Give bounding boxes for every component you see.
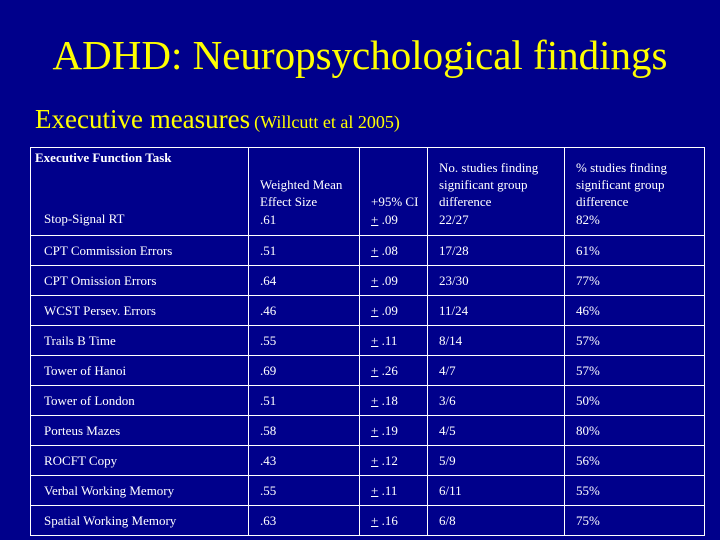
studies-cell	[428, 356, 565, 386]
studies-cell	[428, 266, 565, 296]
table-row	[31, 446, 705, 476]
effect-cell	[249, 386, 360, 416]
studies-count: 22/27	[439, 212, 469, 227]
citation: (Willcutt et al 2005)	[254, 112, 400, 132]
effect-size: .55	[260, 332, 277, 348]
studies-cell	[428, 446, 565, 476]
effect-size: .51	[260, 392, 277, 408]
studies-percent: 57%	[576, 332, 600, 348]
studies-percent: 56%	[576, 452, 600, 468]
studies-count: 6/11	[439, 482, 462, 498]
ci-cell	[360, 416, 428, 446]
effect-size: .63	[260, 512, 277, 528]
task-cell	[31, 356, 249, 386]
table-row	[31, 416, 705, 446]
effect-cell	[249, 296, 360, 326]
ci-cell	[360, 326, 428, 356]
effect-size: .61	[260, 212, 277, 227]
table-row	[31, 296, 705, 326]
studies-cell	[428, 416, 565, 446]
percent-cell	[565, 506, 705, 536]
percent-cell	[565, 476, 705, 506]
plus-minus-symbol: +	[371, 272, 379, 288]
studies-cell	[428, 476, 565, 506]
plus-minus-symbol: +	[371, 362, 379, 378]
studies-percent: 61%	[576, 242, 600, 258]
percent-cell	[565, 386, 705, 416]
effect-size: .43	[260, 452, 277, 468]
effect-size: .69	[260, 362, 277, 378]
studies-count: 6/8	[439, 512, 456, 528]
ci-value: .11	[381, 482, 398, 498]
studies-count: 5/9	[439, 452, 456, 468]
table-row	[31, 506, 705, 536]
percent-cell	[565, 326, 705, 356]
percent-cell	[565, 148, 705, 236]
plus-minus-symbol: +	[371, 392, 379, 408]
studies-cell	[428, 148, 565, 236]
studies-percent: 80%	[576, 422, 600, 438]
effect-cell	[249, 236, 360, 266]
percent-cell	[565, 266, 705, 296]
subtitle-text: Executive measures	[35, 104, 251, 134]
task-name: Stop-Signal RT	[44, 211, 125, 226]
effect-cell	[249, 506, 360, 536]
ci-cell	[360, 476, 428, 506]
slide-title: ADHD: Neuropsychological findings	[52, 32, 668, 78]
task-cell	[31, 148, 249, 236]
effect-cell	[249, 476, 360, 506]
studies-count: 3/6	[439, 392, 456, 408]
table-row	[31, 386, 705, 416]
studies-cell	[428, 386, 565, 416]
column-header: +95% CI	[371, 194, 419, 209]
studies-percent: 75%	[576, 512, 600, 528]
task-cell	[31, 386, 249, 416]
studies-percent: 46%	[576, 302, 600, 318]
plus-minus-symbol: +	[371, 482, 379, 498]
ci-cell	[360, 506, 428, 536]
ci-cell	[360, 148, 428, 236]
ci-value: .11	[381, 332, 398, 348]
task-cell	[31, 416, 249, 446]
column-header: Weighted Mean Effect Size	[260, 177, 343, 209]
studies-count: 4/5	[439, 422, 456, 438]
effect-cell	[249, 416, 360, 446]
column-header: % studies finding significant group difference	[576, 160, 667, 209]
studies-count: 8/14	[439, 332, 463, 348]
percent-cell	[565, 416, 705, 446]
plus-minus-symbol: +	[371, 512, 379, 528]
percent-cell	[565, 236, 705, 266]
effect-size: .55	[260, 482, 277, 498]
task-cell	[31, 326, 249, 356]
table-row	[31, 356, 705, 386]
studies-percent: 57%	[576, 362, 600, 378]
findings-table	[30, 147, 705, 536]
ci-value: .19	[381, 422, 398, 438]
task-name: CPT Commission Errors	[44, 242, 173, 258]
task-name: Verbal Working Memory	[44, 482, 175, 498]
task-name: Tower of London	[44, 392, 135, 408]
studies-cell	[428, 236, 565, 266]
effect-cell	[249, 148, 360, 236]
effect-size: .46	[260, 302, 277, 318]
task-name: Spatial Working Memory	[44, 512, 177, 528]
percent-cell	[565, 446, 705, 476]
ci-value: .09	[381, 212, 398, 227]
task-name: Porteus Mazes	[44, 422, 121, 438]
studies-cell	[428, 296, 565, 326]
table-row	[31, 266, 705, 296]
studies-percent: 77%	[576, 272, 600, 288]
table-row	[31, 476, 705, 506]
effect-size: .58	[260, 422, 277, 438]
studies-cell	[428, 326, 565, 356]
header-task: Executive Function Task	[35, 150, 172, 165]
task-cell	[31, 266, 249, 296]
ci-cell	[360, 356, 428, 386]
studies-count: 11/24	[439, 302, 469, 318]
studies-count: 23/30	[439, 272, 469, 288]
plus-minus-symbol: +	[371, 242, 379, 258]
ci-value: .18	[381, 392, 398, 408]
task-name: Tower of Hanoi	[44, 362, 127, 378]
ci-cell	[360, 446, 428, 476]
effect-cell	[249, 446, 360, 476]
table-row	[31, 148, 705, 236]
ci-cell	[360, 296, 428, 326]
effect-size: .64	[260, 272, 277, 288]
ci-value: .09	[381, 302, 398, 318]
ci-cell	[360, 386, 428, 416]
ci-value: .12	[381, 452, 398, 468]
table-row	[31, 236, 705, 266]
studies-percent: 55%	[576, 482, 600, 498]
task-cell	[31, 236, 249, 266]
plus-minus-symbol: +	[371, 422, 379, 438]
ci-cell	[360, 236, 428, 266]
task-cell	[31, 296, 249, 326]
ci-value: .08	[381, 242, 398, 258]
effect-cell	[249, 266, 360, 296]
slide-subtitle	[35, 104, 400, 135]
task-name: WCST Persev. Errors	[44, 302, 156, 318]
plus-minus-symbol: +	[371, 452, 379, 468]
ci-value: .16	[381, 512, 398, 528]
plus-minus-symbol: +	[371, 212, 379, 227]
effect-cell	[249, 356, 360, 386]
studies-percent: 50%	[576, 392, 600, 408]
studies-count: 17/28	[439, 242, 469, 258]
plus-minus-symbol: +	[371, 332, 379, 348]
plus-minus-symbol: +	[371, 302, 379, 318]
ci-cell	[360, 266, 428, 296]
effect-size: .51	[260, 242, 277, 258]
task-name: Trails B Time	[44, 332, 116, 348]
task-cell	[31, 506, 249, 536]
task-name: ROCFT Copy	[44, 452, 118, 468]
percent-cell	[565, 296, 705, 326]
effect-cell	[249, 326, 360, 356]
table-row	[31, 326, 705, 356]
ci-value: .26	[381, 362, 398, 378]
column-header: No. studies finding significant group difference	[439, 160, 539, 209]
ci-value: .09	[381, 272, 398, 288]
studies-cell	[428, 506, 565, 536]
task-cell	[31, 446, 249, 476]
studies-percent: 82%	[576, 212, 600, 227]
studies-count: 4/7	[439, 362, 456, 378]
task-cell	[31, 476, 249, 506]
percent-cell	[565, 356, 705, 386]
task-name: CPT Omission Errors	[44, 272, 157, 288]
